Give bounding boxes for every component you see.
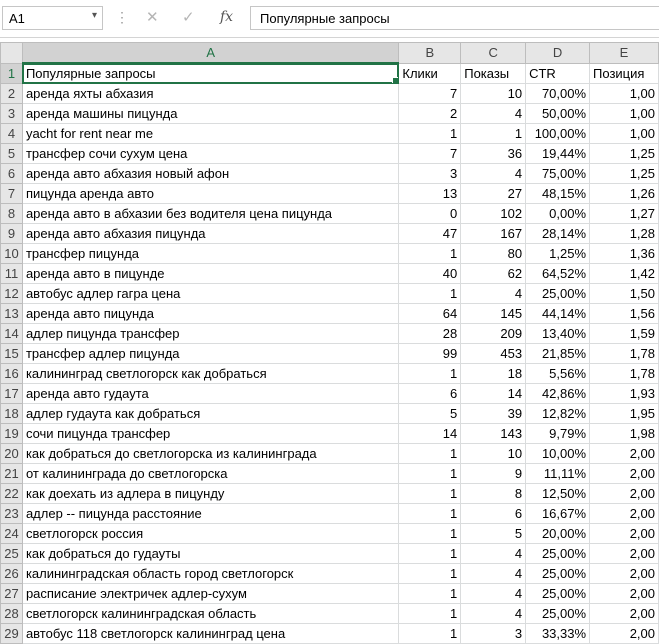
row-header[interactable]: 7 (1, 184, 23, 204)
value-cell[interactable]: 39 (461, 404, 526, 424)
value-cell[interactable]: 1 (399, 504, 461, 524)
value-cell[interactable]: 6 (461, 504, 526, 524)
table-row (1, 104, 659, 124)
value-cell[interactable]: 1,78 (590, 344, 659, 364)
value-cell[interactable]: 75,00% (526, 164, 590, 184)
value-cell[interactable]: 5 (399, 404, 461, 424)
formula-content: Популярные запросы (260, 11, 390, 26)
value-cell[interactable]: 4 (461, 104, 526, 124)
name-box[interactable] (2, 6, 103, 30)
table-row (1, 144, 659, 164)
table-row (1, 384, 659, 404)
header-cell[interactable]: Популярные запросы (22, 63, 398, 84)
row-header[interactable]: 14 (1, 324, 23, 344)
value-cell[interactable]: 28 (399, 324, 461, 344)
query-cell[interactable]: сочи пицунда трансфер (22, 424, 398, 444)
value-cell[interactable]: 2,00 (590, 524, 659, 544)
value-cell[interactable]: 19,44% (526, 144, 590, 164)
value-cell[interactable]: 12,50% (526, 484, 590, 504)
value-cell[interactable]: 2,00 (590, 464, 659, 484)
query-cell[interactable]: аренда авто в абхазии без водителя цена пицунда (22, 204, 398, 224)
table-row (1, 364, 659, 384)
row-header[interactable]: 26 (1, 564, 23, 584)
row-header[interactable]: 29 (1, 624, 23, 644)
query-cell[interactable]: светлогорск калининградская область (22, 604, 398, 624)
header-cell[interactable]: Позиция (590, 63, 659, 84)
column-header-row (1, 43, 659, 64)
table-row (1, 424, 659, 444)
value-cell[interactable]: 5 (461, 524, 526, 544)
value-cell[interactable]: 2,00 (590, 484, 659, 504)
value-cell[interactable]: 1,95 (590, 404, 659, 424)
insert-function-icon[interactable]: fx (220, 9, 234, 25)
value-cell[interactable]: 2,00 (590, 444, 659, 464)
value-cell[interactable]: 27 (461, 184, 526, 204)
row-header[interactable]: 9 (1, 224, 23, 244)
row-header[interactable]: 13 (1, 304, 23, 324)
more-options-icon[interactable]: ⋮ (115, 9, 129, 25)
query-cell[interactable]: как добраться до гудауты (22, 544, 398, 564)
row-header[interactable]: 6 (1, 164, 23, 184)
name-box-value: A1 (9, 11, 25, 26)
fill-handle[interactable] (392, 77, 399, 84)
value-cell[interactable]: 1 (461, 124, 526, 144)
table-row (1, 284, 659, 304)
value-cell[interactable]: 1 (399, 524, 461, 544)
value-cell[interactable]: 1,25% (526, 244, 590, 264)
table-row (1, 584, 659, 604)
table-row (1, 624, 659, 644)
value-cell[interactable]: 4 (461, 564, 526, 584)
row-header[interactable]: 11 (1, 264, 23, 284)
query-cell[interactable]: автобус адлер гагра цена (22, 284, 398, 304)
row-header[interactable]: 1 (1, 63, 23, 84)
value-cell[interactable]: 145 (461, 304, 526, 324)
header-cell[interactable]: CTR (526, 63, 590, 84)
value-cell[interactable]: 25,00% (526, 284, 590, 304)
value-cell[interactable]: 47 (399, 224, 461, 244)
query-cell[interactable]: адлер гудаута как добраться (22, 404, 398, 424)
value-cell[interactable]: 64,52% (526, 264, 590, 284)
table-row (1, 244, 659, 264)
query-cell[interactable]: аренда авто пицунда (22, 304, 398, 324)
query-cell[interactable]: пицунда аренда авто (22, 184, 398, 204)
column-header-b[interactable]: B (399, 43, 461, 64)
value-cell[interactable]: 13 (399, 184, 461, 204)
confirm-icon[interactable]: ✓ (182, 9, 195, 26)
table-row (1, 404, 659, 424)
value-cell[interactable]: 12,82% (526, 404, 590, 424)
table-row (1, 444, 659, 464)
value-cell[interactable]: 1,36 (590, 244, 659, 264)
row-header[interactable]: 17 (1, 384, 23, 404)
value-cell[interactable]: 80 (461, 244, 526, 264)
value-cell[interactable]: 25,00% (526, 564, 590, 584)
value-cell[interactable]: 102 (461, 204, 526, 224)
value-cell[interactable]: 2,00 (590, 604, 659, 624)
value-cell[interactable]: 1,26 (590, 184, 659, 204)
value-cell[interactable]: 20,00% (526, 524, 590, 544)
value-cell[interactable]: 1 (399, 284, 461, 304)
value-cell[interactable]: 1,78 (590, 364, 659, 384)
value-cell[interactable]: 1 (399, 544, 461, 564)
value-cell[interactable]: 3 (461, 624, 526, 644)
row-header[interactable]: 4 (1, 124, 23, 144)
value-cell[interactable]: 1,50 (590, 284, 659, 304)
value-cell[interactable]: 2,00 (590, 584, 659, 604)
value-cell[interactable]: 70,00% (526, 84, 590, 104)
query-cell[interactable]: аренда яхты абхазия (22, 84, 398, 104)
value-cell[interactable]: 7 (399, 144, 461, 164)
value-cell[interactable]: 28,14% (526, 224, 590, 244)
value-cell[interactable]: 1,42 (590, 264, 659, 284)
query-cell[interactable]: аренда авто абхазия пицунда (22, 224, 398, 244)
query-cell[interactable]: калининград светлогорск как добраться (22, 364, 398, 384)
value-cell[interactable]: 1,00 (590, 84, 659, 104)
value-cell[interactable]: 13,40% (526, 324, 590, 344)
table-row (1, 604, 659, 624)
query-cell[interactable]: светлогорск россия (22, 524, 398, 544)
value-cell[interactable]: 1,00 (590, 124, 659, 144)
query-cell[interactable]: трансфер сочи сухум цена (22, 144, 398, 164)
row-header[interactable]: 8 (1, 204, 23, 224)
column-header-e[interactable]: E (590, 43, 659, 64)
row-header[interactable]: 5 (1, 144, 23, 164)
table-row (1, 564, 659, 584)
value-cell[interactable]: 1,98 (590, 424, 659, 444)
value-cell[interactable]: 18 (461, 364, 526, 384)
value-cell[interactable]: 1,27 (590, 204, 659, 224)
value-cell[interactable]: 1 (399, 484, 461, 504)
value-cell[interactable]: 1 (399, 364, 461, 384)
row-header[interactable]: 10 (1, 244, 23, 264)
row-header[interactable]: 28 (1, 604, 23, 624)
value-cell[interactable]: 4 (461, 544, 526, 564)
row-header[interactable]: 3 (1, 104, 23, 124)
value-cell[interactable]: 4 (461, 164, 526, 184)
value-cell[interactable]: 453 (461, 344, 526, 364)
value-cell[interactable]: 209 (461, 324, 526, 344)
query-cell[interactable]: трансфер адлер пицунда (22, 344, 398, 364)
column-header-a[interactable]: A (22, 43, 398, 64)
value-cell[interactable]: 36 (461, 144, 526, 164)
value-cell[interactable]: 25,00% (526, 604, 590, 624)
value-cell[interactable]: 10,00% (526, 444, 590, 464)
value-cell[interactable]: 2,00 (590, 564, 659, 584)
row-header[interactable]: 25 (1, 544, 23, 564)
query-cell[interactable]: аренда авто в пицунде (22, 264, 398, 284)
table-row (1, 124, 659, 144)
value-cell[interactable]: 1,59 (590, 324, 659, 344)
value-cell[interactable]: 99 (399, 344, 461, 364)
value-cell[interactable]: 14 (461, 384, 526, 404)
select-all-corner[interactable] (1, 43, 23, 64)
formula-input[interactable] (250, 6, 659, 30)
table-row (1, 484, 659, 504)
value-cell[interactable]: 2 (399, 104, 461, 124)
query-cell[interactable]: автобус 118 светлогорск калининград цена (22, 624, 398, 644)
row-header[interactable]: 21 (1, 464, 23, 484)
value-cell[interactable]: 1 (399, 604, 461, 624)
query-cell[interactable]: адлер пицунда трансфер (22, 324, 398, 344)
value-cell[interactable]: 2,00 (590, 624, 659, 644)
table-row (1, 204, 659, 224)
header-row (1, 63, 659, 84)
value-cell[interactable]: 9 (461, 464, 526, 484)
table-row (1, 464, 659, 484)
query-cell[interactable]: как доехать из адлера в пицунду (22, 484, 398, 504)
chevron-down-icon[interactable]: ▾ (91, 10, 97, 21)
row-header[interactable]: 19 (1, 424, 23, 444)
query-cell[interactable]: от калининграда до светлогорска (22, 464, 398, 484)
spreadsheet-grid (0, 42, 659, 644)
table-row (1, 184, 659, 204)
value-cell[interactable]: 4 (461, 604, 526, 624)
value-cell[interactable]: 50,00% (526, 104, 590, 124)
value-cell[interactable]: 64 (399, 304, 461, 324)
value-cell[interactable]: 3 (399, 164, 461, 184)
value-cell[interactable]: 4 (461, 584, 526, 604)
table-row (1, 344, 659, 364)
value-cell[interactable]: 4 (461, 284, 526, 304)
header-cell[interactable]: Клики (399, 63, 461, 84)
table-row (1, 304, 659, 324)
value-cell[interactable]: 42,86% (526, 384, 590, 404)
table-row (1, 84, 659, 104)
value-cell[interactable]: 9,79% (526, 424, 590, 444)
value-cell[interactable]: 6 (399, 384, 461, 404)
value-cell[interactable]: 33,33% (526, 624, 590, 644)
query-cell[interactable]: расписание электричек адлер-сухум (22, 584, 398, 604)
table-row (1, 224, 659, 244)
header-cell[interactable]: Показы (461, 63, 526, 84)
value-cell[interactable]: 1,56 (590, 304, 659, 324)
value-cell[interactable]: 8 (461, 484, 526, 504)
query-cell[interactable]: аренда авто гудаута (22, 384, 398, 404)
table-row (1, 164, 659, 184)
value-cell[interactable]: 1 (399, 124, 461, 144)
value-cell[interactable]: 21,85% (526, 344, 590, 364)
row-header[interactable]: 12 (1, 284, 23, 304)
value-cell[interactable]: 10 (461, 444, 526, 464)
value-cell[interactable]: 11,11% (526, 464, 590, 484)
value-cell[interactable]: 44,14% (526, 304, 590, 324)
value-cell[interactable]: 0 (399, 204, 461, 224)
row-header[interactable]: 15 (1, 344, 23, 364)
formula-buttons (136, 6, 244, 30)
value-cell[interactable]: 2,00 (590, 504, 659, 524)
formula-bar (0, 0, 659, 38)
value-cell[interactable]: 1 (399, 624, 461, 644)
value-cell[interactable]: 1 (399, 584, 461, 604)
row-header[interactable]: 2 (1, 84, 23, 104)
value-cell[interactable]: 7 (399, 84, 461, 104)
row-header[interactable]: 20 (1, 444, 23, 464)
value-cell[interactable]: 48,15% (526, 184, 590, 204)
value-cell[interactable]: 167 (461, 224, 526, 244)
query-cell[interactable]: трансфер пицунда (22, 244, 398, 264)
value-cell[interactable]: 100,00% (526, 124, 590, 144)
value-cell[interactable]: 16,67% (526, 504, 590, 524)
table-row (1, 264, 659, 284)
row-header[interactable]: 18 (1, 404, 23, 424)
value-cell[interactable]: 1 (399, 564, 461, 584)
value-cell[interactable]: 1,93 (590, 384, 659, 404)
value-cell[interactable]: 1 (399, 444, 461, 464)
query-cell[interactable]: адлер -- пицунда расстояние (22, 504, 398, 524)
value-cell[interactable]: 40 (399, 264, 461, 284)
row-header[interactable]: 22 (1, 484, 23, 504)
value-cell[interactable]: 1,25 (590, 144, 659, 164)
value-cell[interactable]: 62 (461, 264, 526, 284)
table-row (1, 504, 659, 524)
value-cell[interactable]: 1,28 (590, 224, 659, 244)
cancel-icon[interactable]: ✕ (146, 9, 159, 26)
query-cell[interactable]: аренда авто абхазия новый афон (22, 164, 398, 184)
value-cell[interactable]: 1 (399, 464, 461, 484)
table-row (1, 544, 659, 564)
value-cell[interactable]: 25,00% (526, 584, 590, 604)
value-cell[interactable]: 25,00% (526, 544, 590, 564)
query-cell[interactable]: yacht for rent near me (22, 124, 398, 144)
value-cell[interactable]: 14 (399, 424, 461, 444)
query-cell[interactable]: калининградская область город светлогорск (22, 564, 398, 584)
row-header[interactable]: 16 (1, 364, 23, 384)
value-cell[interactable]: 143 (461, 424, 526, 444)
row-header[interactable]: 27 (1, 584, 23, 604)
value-cell[interactable]: 1,25 (590, 164, 659, 184)
value-cell[interactable]: 5,56% (526, 364, 590, 384)
value-cell[interactable]: 1,00 (590, 104, 659, 124)
value-cell[interactable]: 10 (461, 84, 526, 104)
column-header-d[interactable]: D (526, 43, 590, 64)
value-cell[interactable]: 1 (399, 244, 461, 264)
table-row (1, 524, 659, 544)
row-header[interactable]: 24 (1, 524, 23, 544)
query-cell[interactable]: как добраться до светлогорска из калининграда (22, 444, 398, 464)
table-row (1, 324, 659, 344)
value-cell[interactable]: 0,00% (526, 204, 590, 224)
query-cell[interactable]: аренда машины пицунда (22, 104, 398, 124)
value-cell[interactable]: 2,00 (590, 544, 659, 564)
row-header[interactable]: 23 (1, 504, 23, 524)
column-header-c[interactable]: C (461, 43, 526, 64)
